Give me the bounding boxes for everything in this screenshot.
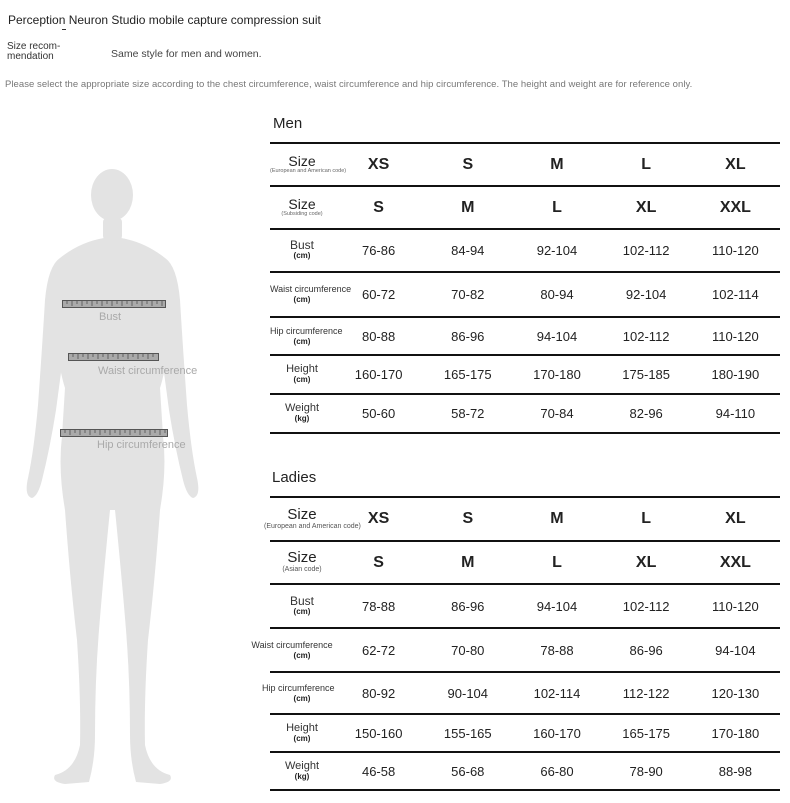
men-hip-cell: 102-112 — [622, 328, 670, 344]
men-hip-cell: 94-104 — [536, 328, 578, 344]
men-asian-size-cell: S — [373, 198, 384, 216]
ladies-eu-size-cell: S — [462, 510, 474, 527]
ladies-eu-size-header — [264, 497, 361, 541]
men-height-label: Height — [286, 363, 318, 375]
men-hip-cell: 110-120 — [712, 328, 759, 344]
men-eu-size-header — [270, 143, 347, 186]
men-hip-header — [270, 317, 343, 355]
men-waist-cell: 70-82 — [451, 287, 485, 302]
ladies-height-cell: 155-165 — [443, 725, 492, 741]
ruler-ticks-icon — [61, 430, 167, 436]
ladies-bust-unit: (cm) — [293, 606, 311, 616]
ladies-waist-cell: 86-96 — [629, 642, 663, 658]
ladies-size-table — [251, 496, 780, 791]
hip-label: Hip circumference — [97, 439, 186, 451]
ladies-height-cell: 160-170 — [533, 725, 581, 741]
body-silhouette-icon — [20, 160, 220, 790]
men-eu-size-row — [270, 143, 780, 186]
ladies-weight-label: Weight — [284, 759, 320, 772]
men-asian-size-cell: XL — [635, 198, 657, 216]
ladies-waist-row — [270, 628, 780, 672]
ladies-eu-size-cell: M — [550, 510, 564, 527]
men-hip-label — [270, 325, 343, 337]
men-waist-cell: 80-94 — [540, 287, 574, 302]
men-asian-size-header — [270, 186, 334, 229]
ladies-eu-size-note: (European and American code) — [264, 522, 361, 530]
men-asian-size-cell: M — [461, 198, 475, 216]
men-eu-size-cell: L — [641, 155, 652, 173]
men-hip-cell: 86-96 — [451, 328, 485, 344]
men-weight-unit: (kg) — [294, 414, 310, 423]
ladies-waist-header — [251, 628, 334, 672]
ladies-hip-cell: 80-92 — [361, 685, 396, 701]
ladies-waist-cell: 70-80 — [451, 642, 485, 658]
ladies-asian-size-row — [270, 541, 780, 584]
ladies-waist-cell: 62-72 — [361, 642, 396, 658]
men-bust-header — [270, 229, 334, 272]
ladies-weight-cell: 88-98 — [718, 763, 752, 779]
ladies-eu-size-label: Size — [287, 505, 317, 523]
body-figure — [20, 160, 220, 790]
men-weight-label: Weight — [284, 402, 320, 414]
ladies-height-cell: 170-180 — [711, 725, 760, 741]
ladies-hip-cell: 120-130 — [711, 685, 760, 701]
ladies-height-row — [270, 714, 780, 752]
men-bust-cell: 102-112 — [622, 243, 670, 258]
ladies-hip-unit: (cm) — [293, 693, 311, 703]
ladies-height-unit: (cm) — [293, 733, 311, 743]
ladies-bust-cell: 86-96 — [451, 598, 485, 614]
men-asian-size-cell: L — [552, 198, 562, 216]
men-waist-cell: 60-72 — [361, 287, 396, 302]
men-waist-cell: 102-114 — [712, 287, 759, 302]
men-hip-unit: (cm) — [293, 336, 311, 346]
page-title: Perception Neuron Studio mobile capture compression suit — [8, 13, 321, 27]
men-height-cell: 180-190 — [711, 367, 760, 382]
men-waist-row — [270, 272, 780, 317]
ruler-ticks-icon — [63, 301, 165, 307]
men-eu-size-cell: XS — [367, 155, 390, 173]
men-height-header — [270, 355, 334, 394]
ladies-height-cell: 165-175 — [622, 725, 671, 741]
men-eu-size-cell: S — [462, 155, 474, 173]
waist-ruler — [68, 353, 159, 361]
ladies-weight-cell: 66-80 — [540, 763, 574, 779]
men-asian-size-label: Size — [288, 196, 316, 212]
men-bust-row — [270, 229, 780, 272]
men-weight-cell: 70-84 — [540, 406, 574, 421]
men-height-cell: 165-175 — [443, 367, 492, 382]
men-asian-size-row — [270, 186, 780, 229]
size-recommendation-label-text: Size recom- mendation — [7, 41, 61, 62]
men-height-cell: 160-170 — [354, 367, 403, 382]
ladies-eu-size-cell: L — [641, 510, 652, 527]
men-eu-size-note: (European and American code) — [270, 168, 347, 174]
ladies-section-title: Ladies — [272, 469, 317, 486]
men-hip-row — [270, 317, 780, 355]
men-eu-size-cell: M — [550, 155, 564, 173]
ladies-asian-size-label: Size — [287, 549, 317, 566]
men-section-title: Men — [273, 115, 303, 132]
ladies-eu-size-row — [270, 497, 780, 541]
ladies-asian-size-note: (Asian code) — [282, 566, 322, 573]
ladies-hip-cell: 102-114 — [533, 685, 581, 701]
men-height-row — [270, 355, 780, 394]
men-eu-size-cell: XL — [725, 155, 746, 173]
ladies-bust-cell: 102-112 — [622, 598, 670, 614]
men-waist-label-text: Waist circumference — [270, 284, 352, 294]
ladies-eu-size-cell: XS — [367, 510, 390, 527]
ladies-height-header — [270, 714, 334, 752]
ladies-eu-size-cell: XL — [725, 510, 746, 527]
ladies-asian-size-cell: S — [373, 553, 384, 571]
ladies-asian-size-cell: XXL — [719, 553, 751, 571]
ladies-bust-header — [270, 584, 334, 628]
men-eu-size-label: Size — [288, 153, 316, 169]
bust-ruler — [62, 300, 166, 308]
ladies-asian-size-cell: M — [461, 553, 475, 571]
ladies-hip-header — [262, 672, 335, 714]
men-bust-cell: 110-120 — [712, 243, 759, 258]
hip-ruler — [60, 429, 168, 437]
ladies-waist-label — [251, 639, 334, 651]
ladies-asian-size-cell: L — [552, 553, 562, 571]
ladies-hip-cell: 112-122 — [622, 685, 670, 701]
ladies-weight-row — [270, 752, 780, 790]
waist-label: Waist circumference — [98, 365, 198, 377]
ladies-hip-label-text: Hip circumference — [262, 682, 335, 693]
men-height-cell: 175-185 — [622, 367, 671, 382]
size-recommendation-value: Same style for men and women. — [111, 48, 262, 60]
men-weight-row — [270, 394, 780, 433]
bust-label: Bust — [99, 311, 122, 323]
instruction-text: Please select the appropriate size according to the chest circumference, waist circumference and hip circumference. The height and weight are for reference only. — [5, 79, 693, 90]
men-weight-cell: 50-60 — [361, 406, 396, 421]
ladies-hip-label — [262, 682, 335, 694]
men-waist-cell: 92-104 — [625, 287, 667, 302]
men-asian-size-note: (Subsiding code) — [281, 211, 323, 217]
ladies-weight-cell: 46-58 — [361, 763, 396, 779]
ladies-bust-cell: 94-104 — [536, 598, 578, 614]
men-hip-label-text: Hip circumference — [270, 325, 343, 336]
men-bust-label: Bust — [289, 238, 314, 252]
men-bust-cell: 84-94 — [451, 243, 485, 258]
men-hip-cell: 80-88 — [361, 328, 396, 344]
men-waist-header — [270, 272, 352, 317]
men-weight-cell: 82-96 — [629, 406, 663, 421]
ladies-height-cell: 150-160 — [354, 725, 403, 741]
men-size-table — [270, 142, 780, 434]
ladies-waist-label-text: Waist circumference — [251, 639, 333, 650]
men-bust-cell: 76-86 — [361, 243, 396, 258]
men-height-unit: (cm) — [293, 375, 311, 384]
men-bust-cell: 92-104 — [536, 243, 578, 258]
ladies-waist-unit: (cm) — [293, 650, 311, 660]
men-weight-cell: 94-110 — [715, 406, 756, 421]
size-recommendation-label — [7, 42, 77, 62]
ladies-hip-cell: 90-104 — [447, 685, 489, 701]
ladies-asian-size-cell: XL — [635, 553, 657, 571]
men-height-cell: 170-180 — [533, 367, 581, 382]
ladies-asian-size-header — [270, 541, 334, 584]
men-asian-size-cell: XXL — [719, 198, 751, 216]
ladies-weight-unit: (kg) — [294, 771, 310, 781]
men-waist-label — [270, 284, 352, 295]
ladies-weight-cell: 56-68 — [451, 763, 485, 779]
title-divider — [62, 29, 66, 30]
ladies-bust-label: Bust — [289, 593, 314, 608]
ladies-height-label: Height — [286, 721, 318, 734]
men-bust-unit: (cm) — [293, 251, 311, 260]
ladies-hip-row — [270, 672, 780, 714]
ladies-weight-header — [270, 752, 334, 790]
ladies-waist-cell: 78-88 — [540, 642, 574, 658]
men-weight-cell: 58-72 — [451, 406, 485, 421]
ladies-waist-cell: 94-104 — [715, 642, 756, 658]
ladies-bust-cell: 110-120 — [712, 598, 759, 614]
ladies-weight-cell: 78-90 — [629, 763, 663, 779]
ruler-ticks-icon — [69, 354, 158, 360]
ladies-bust-row — [270, 584, 780, 628]
ladies-bust-cell: 78-88 — [361, 598, 396, 614]
men-weight-header — [270, 394, 334, 433]
men-waist-unit: (cm) — [293, 295, 311, 304]
